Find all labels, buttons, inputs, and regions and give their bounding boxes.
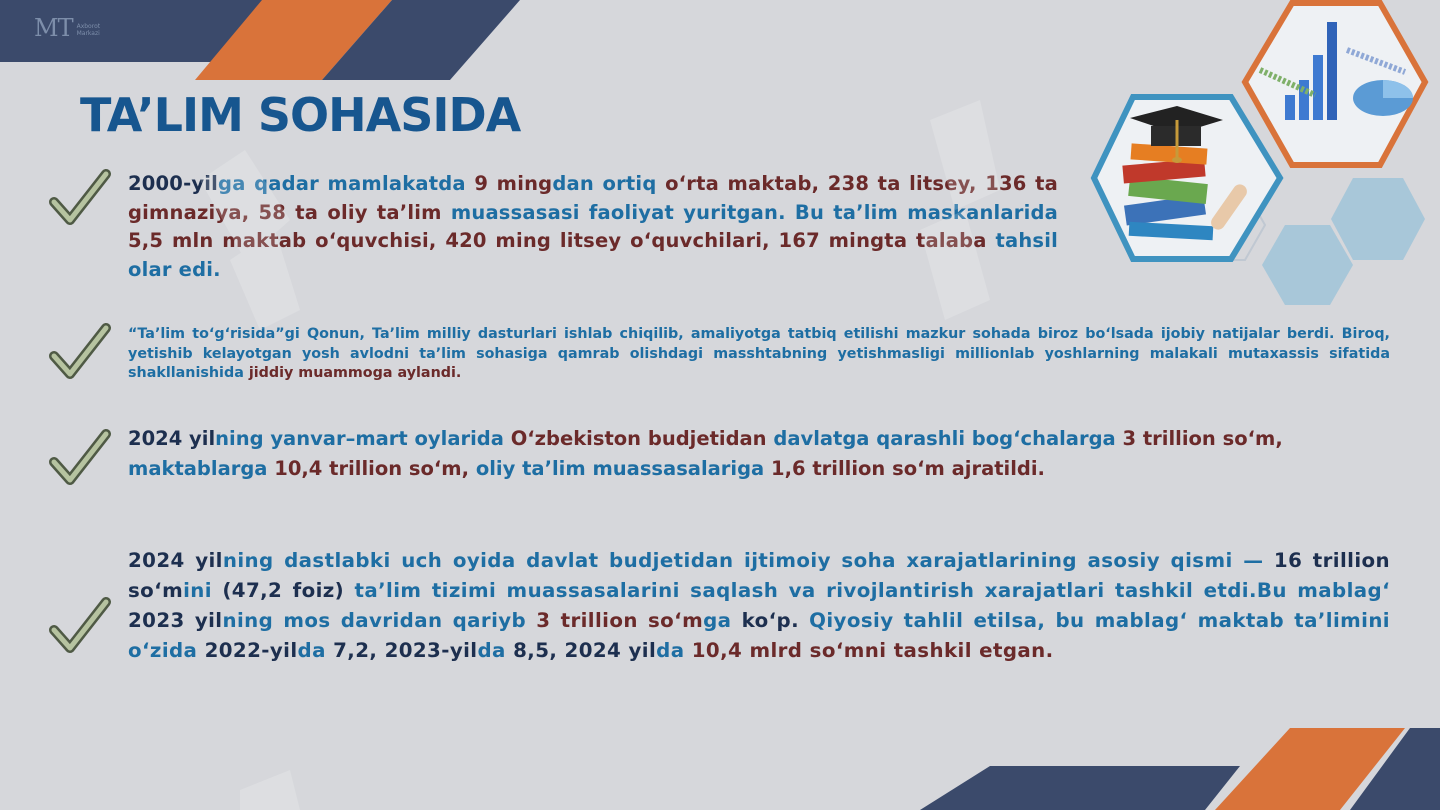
text-segment: O‘zbekiston budjetidan bbox=[510, 427, 774, 450]
text-segment: da bbox=[477, 639, 514, 662]
paragraph-budget-2024-q1 bbox=[128, 424, 1390, 484]
check-icon bbox=[48, 168, 112, 230]
text-segment: 2024 yil bbox=[128, 427, 216, 450]
logo-sub-2: Markazi bbox=[76, 29, 100, 37]
text-segment: 16 trillion so‘m bbox=[128, 549, 1390, 602]
text-segment: “Ta’lim to‘g‘risida”gi Qonun, Ta’lim milliy dasturlari ishlab chiqilib, amaliyotga tatbiq etilishi mazkur sohada biroz bo‘lsada ijobiy natijalar berdi. Biroq, yetishib kelayotgan yosh avlodni ta’lim sohasiga qamrab olish bbox=[128, 326, 1390, 362]
text-segment: 10,4 mlrd so‘mni tashkil etgan. bbox=[691, 639, 1054, 662]
text-segment: 7,2, 2023-yil bbox=[333, 639, 478, 662]
text-segment: 2023 yil bbox=[128, 609, 223, 632]
text-segment: 3 trillion so‘m, bbox=[1122, 427, 1283, 450]
text-segment: da bbox=[297, 639, 334, 662]
text-segment: 2022-yil bbox=[204, 639, 298, 662]
text-segment: dan ortiq bbox=[552, 172, 666, 195]
text-segment: ning yanvar–mart oylarida bbox=[215, 427, 511, 450]
logo bbox=[34, 14, 100, 42]
text-segment: 3 trillion so‘m bbox=[536, 609, 704, 632]
check-icon bbox=[48, 428, 112, 490]
text-segment: ning mos davridan qariyb bbox=[222, 609, 537, 632]
text-segment: oliy ta’lim muassasalariga bbox=[475, 457, 772, 480]
text-segment: Qiyosiy tahlil etilsa, bu mablag‘ maktab ta’limini o‘zida bbox=[128, 609, 1390, 662]
text-segment: ini bbox=[183, 579, 223, 602]
text-segment: 2000-yil bbox=[128, 172, 219, 195]
text-segment: 1,6 trillion so‘m ajratildi. bbox=[771, 457, 1045, 480]
text-segment: ning dastlabki uch oyida davlat budjetidan ijtimoiy soha xarajatlarining asosiy qismi — bbox=[222, 549, 1274, 572]
text-segment: davlatga qarashli bog‘chalarga bbox=[773, 427, 1123, 450]
hexagon-illustration bbox=[1085, 0, 1440, 320]
text-segment: jiddiy muammoga aylandi. bbox=[248, 365, 462, 381]
text-segment: 10,4 trillion so‘m, bbox=[274, 457, 476, 480]
text-segment: ko‘p. bbox=[741, 609, 810, 632]
text-segment: ta’lim tizimi muassasalarini saqlash va rivojlantirish xarajatlari tashkil etdi.Bu mablag‘ bbox=[354, 579, 1390, 602]
text-segment: muassasasi faoliyat yuritgan. Bu ta’lim maskanlarida bbox=[450, 200, 1058, 224]
paragraph-education-law bbox=[128, 325, 1390, 384]
text-segment: (47,2 foiz) bbox=[222, 579, 355, 602]
logo-sub-1: Axborot bbox=[76, 22, 101, 30]
bottom-right-stripes bbox=[900, 728, 1440, 810]
text-segment: dagi masshtabning yetishmasligi millionlab yoshlarning malakali mutaxassis sifatida shakllanishida bbox=[128, 345, 1390, 381]
check-icon bbox=[48, 596, 112, 658]
text-segment: 9 ming bbox=[474, 172, 553, 195]
check-icon bbox=[48, 322, 112, 384]
page-title: TA’LIM SOHASIDA bbox=[80, 88, 521, 142]
text-segment: ga qadar mamlakatda bbox=[218, 172, 475, 195]
logo-mark: MT bbox=[34, 14, 73, 42]
text-segment: o‘rta maktab, 238 ta litsey, 136 ta gimnaziya, 58 ta oliy ta’lim bbox=[128, 172, 1058, 224]
text-segment: 8,5, 2024 yil bbox=[513, 639, 657, 662]
text-segment: tahsil olar edi. bbox=[128, 229, 1058, 281]
text-segment: maktablarga bbox=[128, 457, 275, 480]
text-segment: 5,5 mln maktab o‘quvchisi, 420 ming litsey o‘quvchilari, 167 mingta talaba bbox=[128, 229, 996, 252]
paragraph-social-spending bbox=[128, 546, 1390, 666]
text-segment: da bbox=[656, 639, 692, 662]
text-segment: ga bbox=[703, 609, 742, 632]
text-segment: 2024 yil bbox=[128, 549, 223, 572]
paragraph-schools-2000 bbox=[128, 170, 1058, 284]
